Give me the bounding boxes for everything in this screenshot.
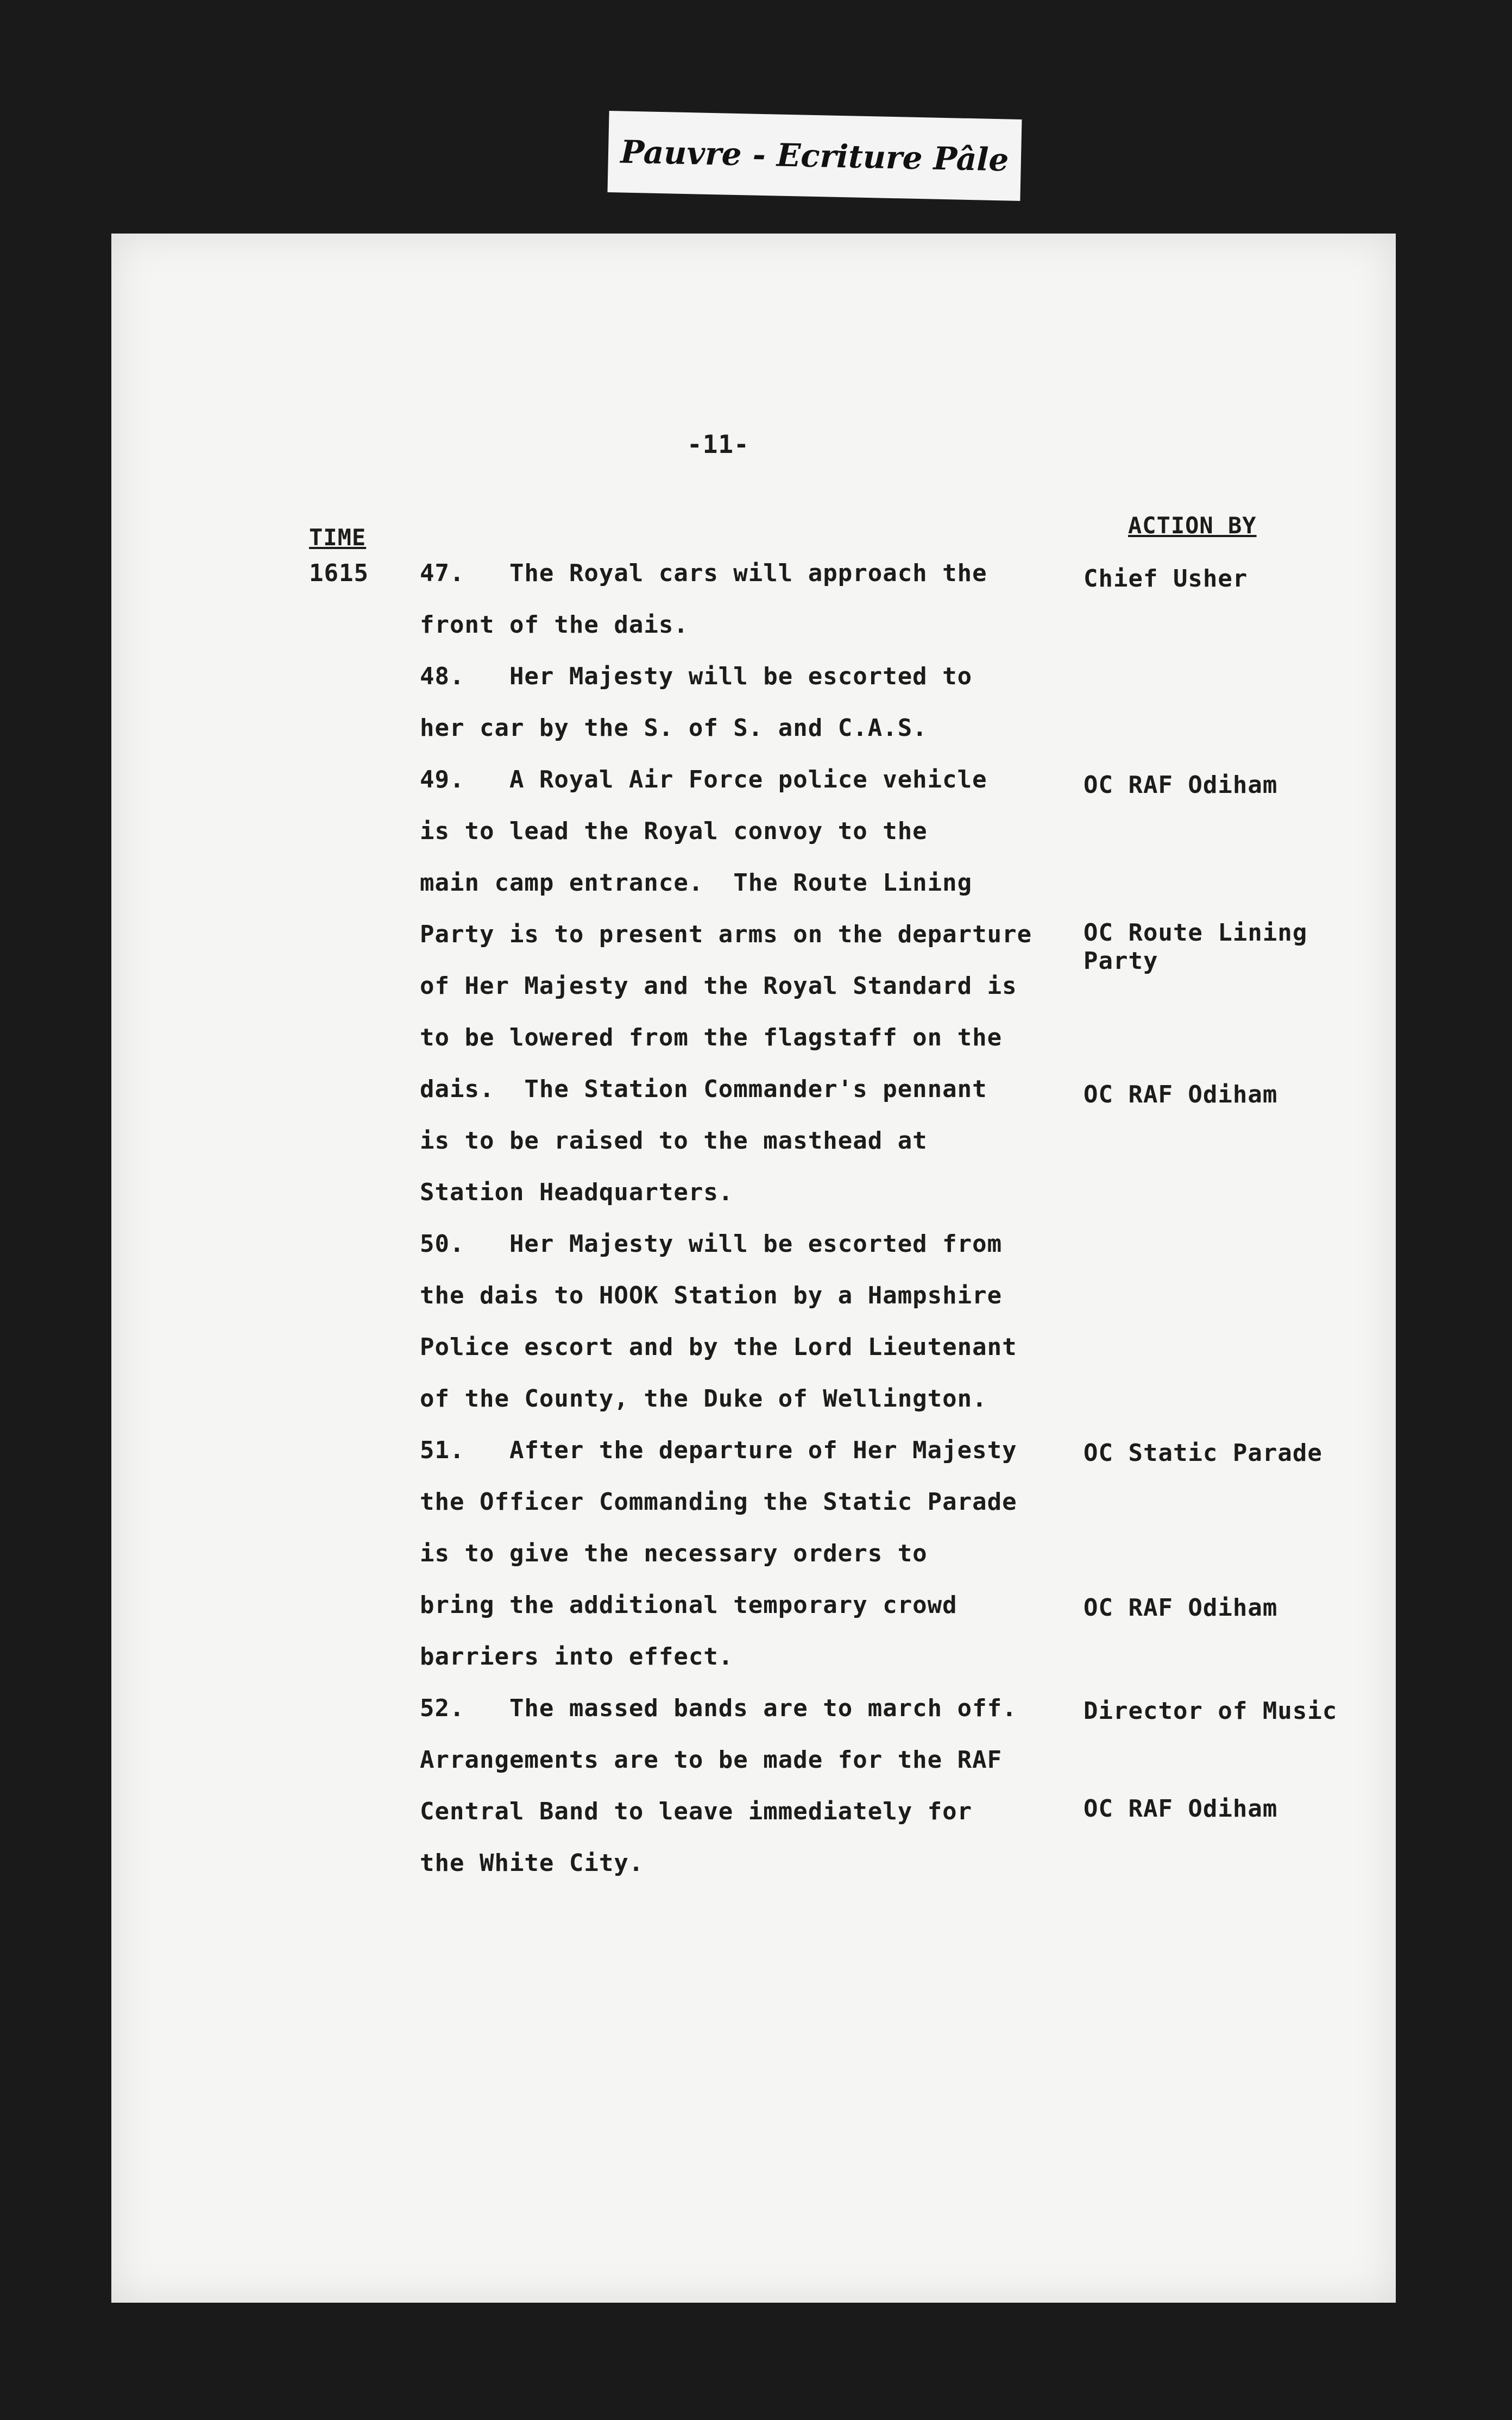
text-line: dais. The Station Commander's pennant bbox=[420, 1075, 987, 1103]
text-line: barriers into effect. bbox=[420, 1643, 734, 1671]
text-line: front of the dais. bbox=[420, 611, 689, 639]
action-by-entry: OC RAF Odiham bbox=[1083, 1795, 1278, 1823]
text-line: 49. A Royal Air Force police vehicle bbox=[420, 766, 987, 793]
action-by-entry: OC Static Parade bbox=[1083, 1439, 1322, 1467]
text-line: 47. The Royal cars will approach the bbox=[420, 559, 987, 587]
text-line: of Her Majesty and the Royal Standard is bbox=[420, 972, 1017, 1000]
text-line: is to give the necessary orders to bbox=[420, 1540, 928, 1567]
archive-label bbox=[608, 111, 1022, 201]
action-by-column-header: ACTION BY bbox=[1128, 512, 1257, 539]
text-line: her car by the S. of S. and C.A.S. bbox=[420, 714, 928, 742]
text-line: Police escort and by the Lord Lieutenant bbox=[420, 1333, 1017, 1361]
text-line: is to lead the Royal convoy to the bbox=[420, 817, 928, 845]
action-by-entry: Director of Music bbox=[1083, 1697, 1338, 1725]
text-line: Central Band to leave immediately for bbox=[420, 1798, 973, 1825]
text-line: 48. Her Majesty will be escorted to bbox=[420, 663, 973, 690]
action-by-entry: OC Route Lining Party bbox=[1083, 919, 1308, 975]
text-line: the Officer Commanding the Static Parade bbox=[420, 1488, 1017, 1516]
body-text bbox=[420, 547, 1180, 1889]
text-line: 50. Her Majesty will be escorted from bbox=[420, 1230, 1003, 1258]
text-line: to be lowered from the flagstaff on the bbox=[420, 1024, 1003, 1051]
time-value: 1615 bbox=[309, 559, 369, 587]
text-line: Station Headquarters. bbox=[420, 1179, 734, 1206]
archive-label-text: Pauvre - Ecriture Pâle bbox=[620, 133, 1009, 179]
text-line: bring the additional temporary crowd bbox=[420, 1591, 957, 1619]
document-page bbox=[111, 234, 1396, 2303]
action-by-entry: OC RAF Odiham bbox=[1083, 1594, 1278, 1622]
text-line: 52. The massed bands are to march off. bbox=[420, 1694, 1017, 1722]
action-by-entry: OC RAF Odiham bbox=[1083, 771, 1278, 799]
action-by-entry: Chief Usher bbox=[1083, 565, 1248, 593]
text-line: the dais to HOOK Station by a Hampshire bbox=[420, 1282, 1003, 1309]
action-by-entry: OC RAF Odiham bbox=[1083, 1081, 1278, 1108]
text-line: 51. After the departure of Her Majesty bbox=[420, 1436, 1017, 1464]
text-line: of the County, the Duke of Wellington. bbox=[420, 1385, 987, 1413]
text-line: is to be raised to the masthead at bbox=[420, 1127, 928, 1155]
page-number: -11- bbox=[687, 430, 749, 459]
text-line: Arrangements are to be made for the RAF bbox=[420, 1746, 1003, 1774]
time-column-header: TIME bbox=[309, 524, 367, 551]
text-line: the White City. bbox=[420, 1849, 644, 1877]
text-line: main camp entrance. The Route Lining bbox=[420, 869, 973, 897]
text-line: Party is to present arms on the departure bbox=[420, 921, 1032, 948]
